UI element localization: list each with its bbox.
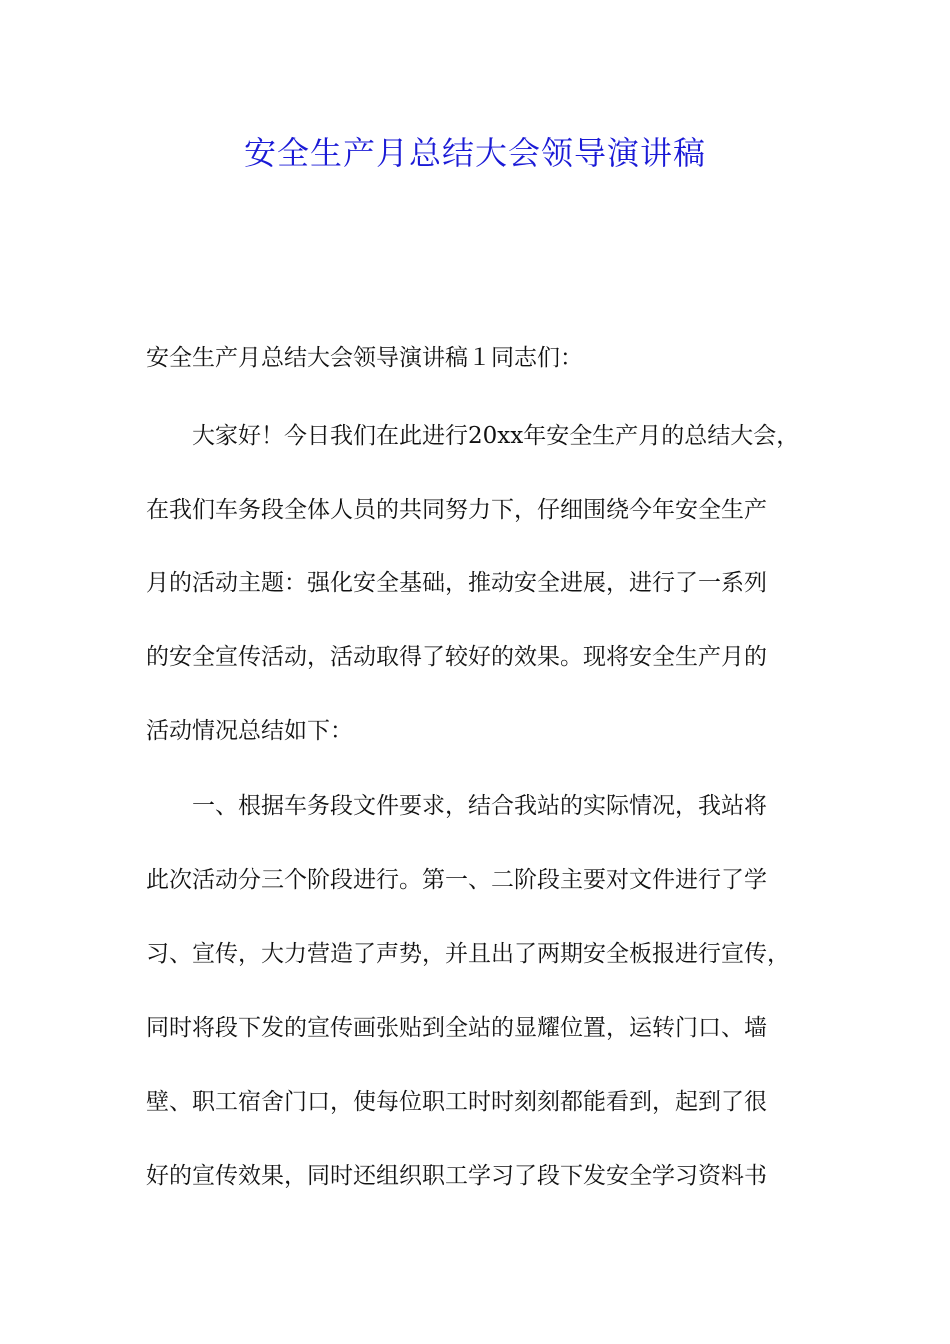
paragraph-line: 习、宣传，大力营造了声势，并且出了两期安全板报进行宣传， <box>146 941 790 967</box>
paragraph-line: 的安全宣传活动，活动取得了较好的效果。现将安全生产月的 <box>146 644 767 670</box>
paragraph-line: 月的活动主题：强化安全基础，推动安全进展，进行了一系列 <box>146 570 767 596</box>
paragraph-line: 壁、职工宿舍门口，使每位职工时时刻刻都能看到，起到了很 <box>146 1089 767 1115</box>
document-title: 安全生产月总结大会领导演讲稿 <box>243 134 706 172</box>
paragraph-line: 同时将段下发的宣传画张贴到全站的显耀位置，运转门口、墙 <box>146 1015 767 1041</box>
paragraph-line: 一、根据车务段文件要求，结合我站的实际情况，我站将 <box>192 793 767 819</box>
paragraph-line: 安全生产月总结大会领导演讲稿１同志们： <box>146 345 583 371</box>
paragraph-line: 活动情况总结如下： <box>146 718 353 744</box>
paragraph-line: 在我们车务段全体人员的共同努力下，仔细围绕今年安全生产 <box>146 497 767 523</box>
paragraph-line: 此次活动分三个阶段进行。第一、二阶段主要对文件进行了学 <box>146 867 767 893</box>
paragraph-line: 好的宣传效果，同时还组织职工学习了段下发安全学习资料书 <box>146 1163 767 1189</box>
paragraph-line: 大家好！今日我们在此进行20xx年安全生产月的总结大会， <box>192 423 800 449</box>
